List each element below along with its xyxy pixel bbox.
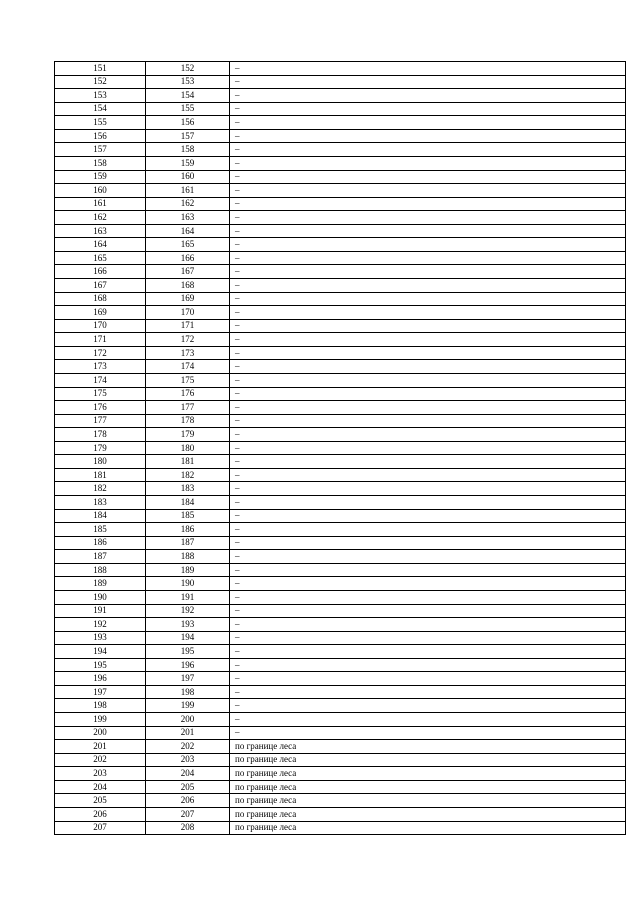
point-from-cell: 167 [55, 279, 146, 293]
boundary-description-cell: – [230, 618, 626, 632]
table-row [55, 753, 626, 767]
point-to-cell: 156 [146, 116, 230, 130]
point-to-cell: 173 [146, 346, 230, 360]
table-row [55, 251, 626, 265]
point-to-cell: 194 [146, 631, 230, 645]
point-to-cell: 201 [146, 726, 230, 740]
point-to-cell: 168 [146, 279, 230, 293]
point-to-cell: 193 [146, 618, 230, 632]
table-row [55, 658, 626, 672]
boundary-description-cell: – [230, 577, 626, 591]
point-from-cell: 173 [55, 360, 146, 374]
point-from-cell: 162 [55, 211, 146, 225]
point-from-cell: 161 [55, 197, 146, 211]
boundary-description-cell: – [230, 292, 626, 306]
table-row [55, 590, 626, 604]
boundary-description-cell: – [230, 550, 626, 564]
boundary-description-cell: по границе леса [230, 794, 626, 808]
boundary-description-cell: – [230, 509, 626, 523]
table-row [55, 184, 626, 198]
point-from-cell: 195 [55, 658, 146, 672]
table-row [55, 279, 626, 293]
table-row [55, 713, 626, 727]
table-row [55, 740, 626, 754]
table-row [55, 319, 626, 333]
boundary-description-cell: – [230, 726, 626, 740]
point-from-cell: 180 [55, 455, 146, 469]
point-from-cell: 176 [55, 401, 146, 415]
table-row [55, 550, 626, 564]
point-to-cell: 169 [146, 292, 230, 306]
point-from-cell: 182 [55, 482, 146, 496]
boundary-description-cell: – [230, 211, 626, 225]
boundary-description-cell: – [230, 319, 626, 333]
point-from-cell: 201 [55, 740, 146, 754]
boundary-description-cell: по границе леса [230, 740, 626, 754]
point-to-cell: 165 [146, 238, 230, 252]
table-row [55, 807, 626, 821]
point-from-cell: 158 [55, 156, 146, 170]
boundary-description-cell: – [230, 116, 626, 130]
boundary-description-cell: по границе леса [230, 821, 626, 835]
point-to-cell: 183 [146, 482, 230, 496]
table-row [55, 265, 626, 279]
point-from-cell: 187 [55, 550, 146, 564]
point-to-cell: 185 [146, 509, 230, 523]
table-row [55, 401, 626, 415]
point-from-cell: 175 [55, 387, 146, 401]
table-row [55, 346, 626, 360]
point-to-cell: 158 [146, 143, 230, 157]
table-row [55, 197, 626, 211]
point-from-cell: 155 [55, 116, 146, 130]
point-from-cell: 181 [55, 468, 146, 482]
table-row [55, 292, 626, 306]
point-from-cell: 163 [55, 224, 146, 238]
boundary-description-cell: – [230, 346, 626, 360]
table-row [55, 75, 626, 89]
boundary-description-cell: – [230, 496, 626, 510]
point-from-cell: 199 [55, 713, 146, 727]
table-row [55, 62, 626, 76]
point-from-cell: 198 [55, 699, 146, 713]
boundary-description-cell: – [230, 523, 626, 537]
boundary-description-cell: – [230, 197, 626, 211]
point-from-cell: 186 [55, 536, 146, 550]
point-to-cell: 162 [146, 197, 230, 211]
table-row [55, 794, 626, 808]
point-to-cell: 172 [146, 333, 230, 347]
point-to-cell: 207 [146, 807, 230, 821]
boundary-description-cell: – [230, 645, 626, 659]
table-row [55, 604, 626, 618]
table-row [55, 238, 626, 252]
table-row [55, 428, 626, 442]
point-from-cell: 188 [55, 563, 146, 577]
point-to-cell: 182 [146, 468, 230, 482]
table-row [55, 156, 626, 170]
point-to-cell: 175 [146, 373, 230, 387]
boundary-description-cell: – [230, 251, 626, 265]
point-to-cell: 155 [146, 102, 230, 116]
table-row [55, 455, 626, 469]
boundary-description-cell: – [230, 428, 626, 442]
table-row [55, 373, 626, 387]
point-to-cell: 153 [146, 75, 230, 89]
table-row [55, 577, 626, 591]
point-from-cell: 204 [55, 780, 146, 794]
point-from-cell: 178 [55, 428, 146, 442]
table-row [55, 116, 626, 130]
table-row [55, 360, 626, 374]
point-from-cell: 194 [55, 645, 146, 659]
point-to-cell: 192 [146, 604, 230, 618]
point-to-cell: 196 [146, 658, 230, 672]
boundary-description-cell: – [230, 468, 626, 482]
boundary-description-cell: по границе леса [230, 753, 626, 767]
point-from-cell: 184 [55, 509, 146, 523]
table-row [55, 170, 626, 184]
table-row [55, 523, 626, 537]
table-row [55, 685, 626, 699]
point-from-cell: 206 [55, 807, 146, 821]
point-to-cell: 188 [146, 550, 230, 564]
point-to-cell: 206 [146, 794, 230, 808]
point-to-cell: 189 [146, 563, 230, 577]
point-to-cell: 200 [146, 713, 230, 727]
table-row [55, 306, 626, 320]
boundary-description-cell: – [230, 373, 626, 387]
point-to-cell: 186 [146, 523, 230, 537]
point-to-cell: 202 [146, 740, 230, 754]
point-to-cell: 176 [146, 387, 230, 401]
table-row [55, 618, 626, 632]
point-from-cell: 191 [55, 604, 146, 618]
boundary-description-cell: – [230, 62, 626, 76]
point-to-cell: 180 [146, 441, 230, 455]
boundary-description-cell: – [230, 224, 626, 238]
boundary-description-cell: – [230, 563, 626, 577]
point-to-cell: 166 [146, 251, 230, 265]
point-to-cell: 167 [146, 265, 230, 279]
table-row [55, 780, 626, 794]
point-from-cell: 160 [55, 184, 146, 198]
boundary-description-cell: по границе леса [230, 767, 626, 781]
point-from-cell: 151 [55, 62, 146, 76]
point-to-cell: 177 [146, 401, 230, 415]
point-from-cell: 177 [55, 414, 146, 428]
boundary-description-cell: – [230, 685, 626, 699]
table-row [55, 441, 626, 455]
point-to-cell: 164 [146, 224, 230, 238]
point-from-cell: 164 [55, 238, 146, 252]
point-from-cell: 174 [55, 373, 146, 387]
point-from-cell: 193 [55, 631, 146, 645]
point-to-cell: 178 [146, 414, 230, 428]
point-from-cell: 156 [55, 129, 146, 143]
point-to-cell: 181 [146, 455, 230, 469]
point-to-cell: 160 [146, 170, 230, 184]
table-row [55, 482, 626, 496]
point-from-cell: 197 [55, 685, 146, 699]
boundary-description-cell: – [230, 631, 626, 645]
point-from-cell: 169 [55, 306, 146, 320]
point-from-cell: 159 [55, 170, 146, 184]
point-to-cell: 184 [146, 496, 230, 510]
boundary-description-cell: – [230, 265, 626, 279]
point-from-cell: 157 [55, 143, 146, 157]
boundary-description-cell: – [230, 360, 626, 374]
table-row [55, 468, 626, 482]
point-to-cell: 179 [146, 428, 230, 442]
point-from-cell: 172 [55, 346, 146, 360]
point-from-cell: 205 [55, 794, 146, 808]
point-from-cell: 183 [55, 496, 146, 510]
table-row [55, 536, 626, 550]
boundary-description-cell: – [230, 184, 626, 198]
boundary-description-cell: – [230, 333, 626, 347]
point-from-cell: 171 [55, 333, 146, 347]
point-to-cell: 174 [146, 360, 230, 374]
boundary-description-cell: – [230, 170, 626, 184]
point-from-cell: 200 [55, 726, 146, 740]
point-from-cell: 185 [55, 523, 146, 537]
table-row [55, 129, 626, 143]
table-row [55, 726, 626, 740]
boundary-description-cell: – [230, 143, 626, 157]
point-from-cell: 179 [55, 441, 146, 455]
point-to-cell: 198 [146, 685, 230, 699]
point-to-cell: 205 [146, 780, 230, 794]
table-row [55, 509, 626, 523]
point-to-cell: 152 [146, 62, 230, 76]
point-to-cell: 161 [146, 184, 230, 198]
point-to-cell: 171 [146, 319, 230, 333]
point-to-cell: 154 [146, 89, 230, 103]
boundary-description-cell: – [230, 699, 626, 713]
point-from-cell: 166 [55, 265, 146, 279]
boundary-description-cell: – [230, 401, 626, 415]
table-row [55, 211, 626, 225]
point-from-cell: 165 [55, 251, 146, 265]
table-row [55, 699, 626, 713]
table-row [55, 821, 626, 835]
boundary-description-cell: – [230, 658, 626, 672]
table-row [55, 645, 626, 659]
boundary-description-cell: – [230, 306, 626, 320]
boundary-description-cell: – [230, 604, 626, 618]
table-row [55, 414, 626, 428]
table-row [55, 496, 626, 510]
table-row [55, 631, 626, 645]
boundary-description-cell: – [230, 156, 626, 170]
table-body [55, 62, 626, 835]
point-to-cell: 163 [146, 211, 230, 225]
boundary-description-cell: – [230, 672, 626, 686]
point-to-cell: 190 [146, 577, 230, 591]
point-to-cell: 204 [146, 767, 230, 781]
boundary-description-cell: – [230, 387, 626, 401]
table-row [55, 563, 626, 577]
boundary-description-cell: – [230, 713, 626, 727]
boundary-description-cell: – [230, 89, 626, 103]
boundary-description-cell: – [230, 102, 626, 116]
boundary-description-cell: – [230, 129, 626, 143]
point-to-cell: 159 [146, 156, 230, 170]
point-to-cell: 203 [146, 753, 230, 767]
point-to-cell: 195 [146, 645, 230, 659]
point-from-cell: 154 [55, 102, 146, 116]
table-row [55, 89, 626, 103]
point-from-cell: 207 [55, 821, 146, 835]
point-to-cell: 197 [146, 672, 230, 686]
boundary-description-cell: – [230, 238, 626, 252]
point-from-cell: 192 [55, 618, 146, 632]
table-row [55, 143, 626, 157]
boundary-description-cell: по границе леса [230, 807, 626, 821]
boundary-description-cell: – [230, 482, 626, 496]
boundary-description-cell: по границе леса [230, 780, 626, 794]
boundary-points-table [54, 61, 626, 835]
table-row [55, 224, 626, 238]
point-from-cell: 170 [55, 319, 146, 333]
point-from-cell: 189 [55, 577, 146, 591]
point-from-cell: 196 [55, 672, 146, 686]
point-from-cell: 202 [55, 753, 146, 767]
boundary-description-cell: – [230, 455, 626, 469]
point-from-cell: 203 [55, 767, 146, 781]
point-from-cell: 190 [55, 590, 146, 604]
table-row [55, 672, 626, 686]
point-to-cell: 157 [146, 129, 230, 143]
boundary-description-cell: – [230, 590, 626, 604]
table-row [55, 333, 626, 347]
boundary-description-cell: – [230, 414, 626, 428]
table-row [55, 387, 626, 401]
point-from-cell: 153 [55, 89, 146, 103]
point-from-cell: 152 [55, 75, 146, 89]
point-from-cell: 168 [55, 292, 146, 306]
table-row [55, 102, 626, 116]
point-to-cell: 170 [146, 306, 230, 320]
boundary-description-cell: – [230, 279, 626, 293]
boundary-description-cell: – [230, 536, 626, 550]
boundary-description-cell: – [230, 441, 626, 455]
point-to-cell: 208 [146, 821, 230, 835]
point-to-cell: 191 [146, 590, 230, 604]
table-row [55, 767, 626, 781]
point-to-cell: 199 [146, 699, 230, 713]
point-to-cell: 187 [146, 536, 230, 550]
boundary-description-cell: – [230, 75, 626, 89]
